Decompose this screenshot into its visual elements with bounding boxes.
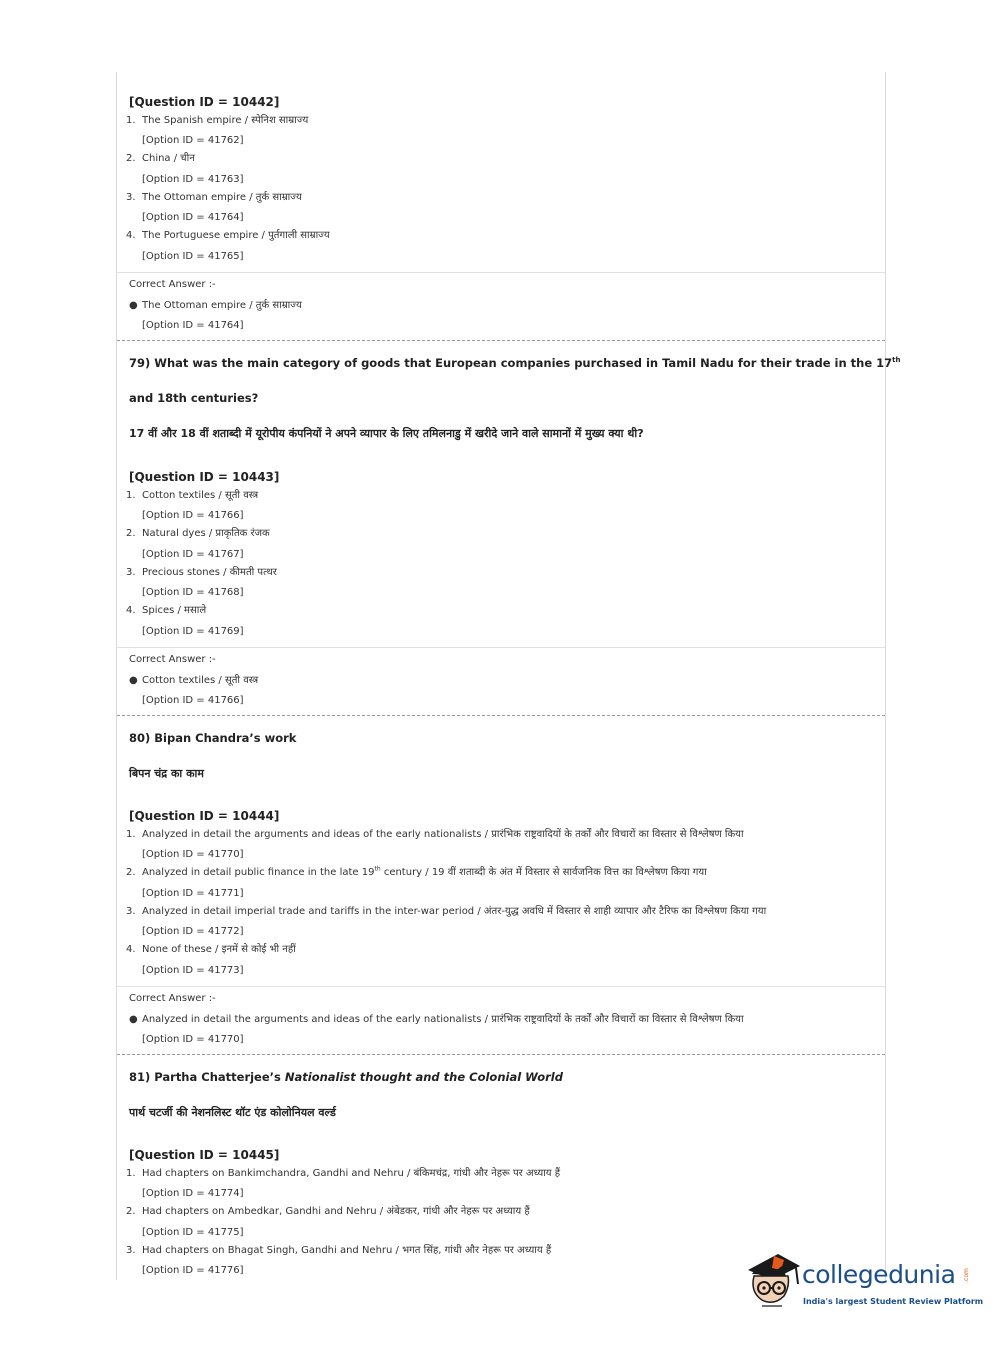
correct-answer — [129, 297, 302, 311]
option-3[interactable] — [126, 564, 277, 578]
option-number: 4. — [126, 944, 136, 955]
superscript: th — [374, 865, 381, 873]
option-text: The Spanish empire / स्पेनिश साम्राज्य — [142, 115, 309, 126]
option-id: [Option ID = 41766] — [142, 510, 244, 521]
option-number: 2. — [126, 528, 136, 539]
option-id: [Option ID = 41763] — [142, 174, 244, 185]
option-1[interactable] — [126, 1165, 560, 1179]
option-text: The Ottoman empire / तुर्क साम्राज्य — [142, 192, 302, 203]
option-number: 3. — [126, 567, 136, 578]
option-text: Analyzed in detail imperial trade and tariffs in the inter-war period / अंतर-युद्ध अवधि में विस्तार से शाही व्यापार और टैरिफ का विश्लेषण किया गया — [142, 906, 767, 917]
question-text-hindi: बिपन चंद्र का काम — [129, 767, 204, 780]
option-id: [Option ID = 41767] — [142, 549, 244, 560]
divider — [117, 272, 885, 273]
correct-option-id: [Option ID = 41766] — [142, 695, 244, 706]
option-id: [Option ID = 41764] — [142, 212, 244, 223]
option-number: 3. — [126, 906, 136, 917]
collegedunia-logo — [744, 1248, 984, 1320]
bullet-icon: ● — [129, 675, 138, 686]
question-text — [129, 356, 900, 370]
option-number: 4. — [126, 605, 136, 616]
superscript: th — [892, 356, 901, 365]
option-text: Had chapters on Ambedkar, Gandhi and Nehru / अंबेडकर, गांधी और नेहरू पर अध्याय हैं — [142, 1206, 530, 1217]
option-id: [Option ID = 41775] — [142, 1227, 244, 1238]
correct-answer-text: Cotton textiles / सूती वस्त्र — [142, 675, 259, 686]
option-text: Cotton textiles / सूती वस्त्र — [142, 490, 259, 501]
option-number: 3. — [126, 1245, 136, 1256]
option-4[interactable] — [126, 227, 330, 241]
correct-answer — [129, 672, 258, 686]
divider — [117, 647, 885, 648]
option-text: Analyzed in detail the arguments and ideas of the early nationalists / प्रारंभिक राष्ट्रवादियों के तर्कों और विचारों का विस्तार से विश्लेषण किया — [142, 829, 744, 840]
option-2[interactable] — [126, 150, 195, 164]
correct-answer — [129, 1011, 744, 1025]
bullet-icon: ● — [129, 300, 138, 311]
option-number: 1. — [126, 829, 136, 840]
option-id: [Option ID = 41770] — [142, 849, 244, 860]
question-id: [Question ID = 10442] — [129, 95, 280, 109]
exam-page — [116, 72, 901, 1280]
question-text-hindi: 17 वीं और 18 वीं शताब्दी में यूरोपीय कंपनियों ने अपने व्यापार के लिए तमिलनाडु में खरीदे जाने वाले सामानों में मुख्य क्या थी? — [129, 427, 644, 440]
option-id: [Option ID = 41776] — [142, 1265, 244, 1276]
question-text-italic: Nationalist thought and the Colonial World — [284, 1070, 563, 1084]
divider — [117, 986, 885, 987]
option-number: 3. — [126, 192, 136, 203]
question-id: [Question ID = 10445] — [129, 1148, 280, 1162]
option-1[interactable] — [126, 826, 744, 840]
correct-option-id: [Option ID = 41764] — [142, 320, 244, 331]
question-divider — [117, 340, 885, 341]
question-text-hindi: पार्थ चटर्जी की नेशनलिस्ट थॉट एंड कोलोनियल वर्ल्ड — [129, 1106, 336, 1119]
option-id: [Option ID = 41771] — [142, 888, 244, 899]
option-text-before: Analyzed in detail public finance in the late 19 — [142, 867, 375, 878]
option-id: [Option ID = 41774] — [142, 1188, 244, 1199]
bullet-icon: ● — [129, 1014, 138, 1025]
option-2[interactable] — [126, 525, 270, 539]
logo-domain: .com — [962, 1268, 970, 1283]
option-id: [Option ID = 41772] — [142, 926, 244, 937]
option-3[interactable] — [126, 903, 766, 917]
option-number: 2. — [126, 153, 136, 164]
option-2[interactable] — [126, 864, 707, 878]
option-1[interactable] — [126, 487, 258, 501]
option-text: China / चीन — [142, 153, 195, 164]
option-4[interactable] — [126, 602, 206, 616]
option-number: 2. — [126, 867, 136, 878]
option-id: [Option ID = 41773] — [142, 965, 244, 976]
option-3[interactable] — [126, 1242, 551, 1256]
correct-answer-label: Correct Answer :- — [129, 279, 216, 290]
correct-answer-label: Correct Answer :- — [129, 993, 216, 1004]
option-text: Precious stones / कीमती पत्थर — [142, 567, 277, 578]
option-number: 1. — [126, 115, 136, 126]
question-text-line-2: and 18th centuries? — [129, 391, 259, 405]
option-3[interactable] — [126, 189, 302, 203]
question-id: [Question ID = 10444] — [129, 809, 280, 823]
option-text-after: century / 19 वीं शताब्दी के अंत में विस्तार से सार्वजनिक वित्त का विश्लेषण किया गया — [380, 867, 707, 878]
option-number: 1. — [126, 1168, 136, 1179]
option-number: 1. — [126, 490, 136, 501]
option-id: [Option ID = 41765] — [142, 251, 244, 262]
question-divider — [117, 715, 885, 716]
correct-answer-text: The Ottoman empire / तुर्क साम्राज्य — [142, 300, 302, 311]
correct-option-id: [Option ID = 41770] — [142, 1034, 244, 1045]
option-number: 4. — [126, 230, 136, 241]
option-id: [Option ID = 41769] — [142, 626, 244, 637]
question-id: [Question ID = 10443] — [129, 470, 280, 484]
option-text: Had chapters on Bankimchandra, Gandhi and Nehru / बंकिमचंद्र, गांधी और नेहरू पर अध्याय हैं — [142, 1168, 561, 1179]
option-4[interactable] — [126, 941, 296, 955]
correct-answer-label: Correct Answer :- — [129, 654, 216, 665]
option-text: The Portuguese empire / पुर्तगाली साम्राज्य — [142, 230, 330, 241]
question-text: 80) Bipan Chandra’s work — [129, 731, 297, 745]
correct-answer-text: Analyzed in detail the arguments and ideas of the early nationalists / प्रारंभिक राष्ट्रवादियों के तर्कों और विचारों का विस्तार से विश्लेषण किया — [142, 1014, 744, 1025]
mascot-icon — [744, 1248, 802, 1310]
option-id: [Option ID = 41762] — [142, 135, 244, 146]
question-text-prefix: 81) Partha Chatterjee’s — [129, 1070, 285, 1084]
logo-tagline: India's largest Student Review Platform — [803, 1297, 984, 1306]
option-text: Had chapters on Bhagat Singh, Gandhi and Nehru / भगत सिंह, गांधी और नेहरू पर अध्याय हैं — [142, 1245, 552, 1256]
question-divider — [117, 1054, 885, 1055]
question-text — [129, 1070, 563, 1084]
option-text: Spices / मसाले — [142, 605, 207, 616]
option-text: Natural dyes / प्राकृतिक रंजक — [142, 528, 270, 539]
question-text-line-1: 79) What was the main category of goods that European companies purchased in Tamil Nadu for their trade in the 17 — [129, 356, 893, 370]
option-id: [Option ID = 41768] — [142, 587, 244, 598]
option-2[interactable] — [126, 1203, 530, 1217]
option-text: None of these / इनमें से कोई भी नहीं — [142, 944, 296, 955]
option-number: 2. — [126, 1206, 136, 1217]
logo-wordmark: collegedunia — [802, 1260, 956, 1289]
option-1[interactable] — [126, 112, 308, 126]
